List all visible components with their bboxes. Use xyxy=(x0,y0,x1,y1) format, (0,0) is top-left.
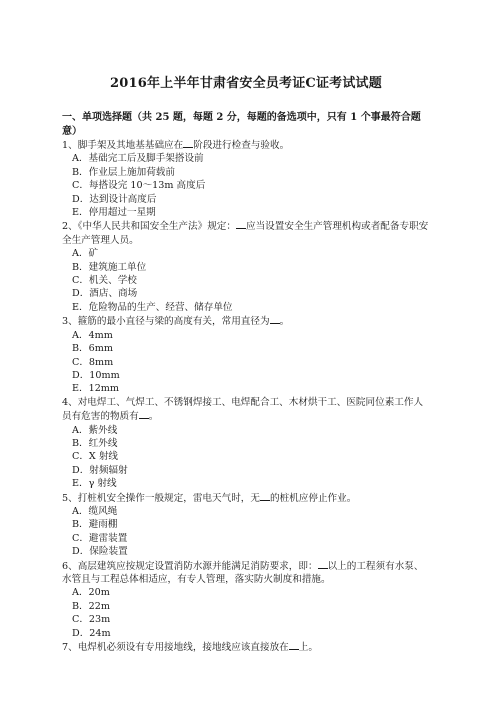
answer-option: B．作业层上施加荷载前 xyxy=(72,166,175,178)
question-item xyxy=(62,314,430,395)
answer-option: A．20m xyxy=(72,587,110,599)
answer-option: E．停用超过一星期 xyxy=(72,207,156,219)
answer-blank xyxy=(236,219,246,229)
answer-option: B．避雨棚 xyxy=(72,519,118,531)
question-list xyxy=(62,138,430,654)
answer-blank xyxy=(289,640,299,650)
question-stem xyxy=(62,640,430,654)
question-stem-text: 4、对电焊工、气焊工、不锈钢焊接工、电焊配合工、木材烘干工、医院同位素工作人员有危害的物质有 xyxy=(62,396,424,423)
answer-blank xyxy=(318,559,328,569)
answer-option: B．建筑施工单位 xyxy=(72,261,147,273)
answer-option: E．12mm xyxy=(72,383,119,395)
answer-option: C．避雷装置 xyxy=(72,532,128,544)
question-stem-text: 7、电焊机必须设有专用接地线，接地线应该直接放在 xyxy=(62,642,289,654)
question-stem-text: 以上的工程须有水泵、水管且与工程总体相适应，有专人管理，落实防火制度和措施。 xyxy=(62,560,424,585)
answer-option: D．射频辐射 xyxy=(72,464,128,476)
answer-option: D．保险装置 xyxy=(72,546,128,558)
question-stem xyxy=(62,314,430,328)
answer-option: E．危险物品的生产、经营、储存单位 xyxy=(72,301,233,313)
question-item xyxy=(62,640,430,654)
section-heading: 一、单项选择题（共 25 题，每题 2 分，每题的备选项中，只有 1 个事最符合题意） xyxy=(62,112,421,137)
answer-option: D．达到设计高度后 xyxy=(72,193,157,205)
question-item xyxy=(62,491,430,559)
answer-option: A．矿 xyxy=(72,248,99,260)
answer-blank xyxy=(183,138,193,148)
answer-blank xyxy=(139,409,149,419)
question-item xyxy=(62,219,430,314)
question-stem xyxy=(62,219,430,247)
question-stem-text: 上。 xyxy=(298,642,318,654)
answer-blank xyxy=(270,314,280,324)
answer-option: C．机关、学校 xyxy=(72,275,137,287)
answer-option: D．10mm xyxy=(72,369,120,381)
question-stem-text: 。 xyxy=(279,316,290,328)
question-stem-text: 的桩机应停止作业。 xyxy=(269,492,357,504)
answer-option: B．红外线 xyxy=(72,437,118,449)
answer-option: B．22m xyxy=(72,600,110,612)
answer-option: D．24m xyxy=(72,627,111,639)
answer-option: C．23m xyxy=(72,614,111,626)
answer-option: A．基础完工后及脚手架搭设前 xyxy=(72,153,204,165)
question-stem-text: 6、高层建筑应按规定设置消防水源并能满足消防要求，即： xyxy=(62,560,318,572)
document-title: 2016年上半年甘肃省安全员考证C证考试试题 xyxy=(110,76,382,91)
question-stem-text: 应当设置安全生产管理机构或者配备专职安全生产管理人员。 xyxy=(62,221,429,246)
answer-option: B．6mm xyxy=(72,343,113,355)
question-stem xyxy=(62,396,430,424)
answer-option: A．缆风绳 xyxy=(72,505,118,517)
question-stem-text: 1、脚手架及其地基基础应在 xyxy=(62,140,184,151)
question-stem-text: 3、箍筋的最小直径与梁的高度有关，常用直径为 xyxy=(62,316,270,328)
answer-option: C．8mm xyxy=(72,356,114,368)
question-stem-text: 阶段进行检查与验收。 xyxy=(193,140,290,151)
question-stem xyxy=(62,491,430,505)
answer-option: C．每搭设完 10～13m 高度后 xyxy=(72,180,206,192)
answer-option: D．酒店、商场 xyxy=(72,288,138,300)
answer-option: A．紫外线 xyxy=(72,424,118,436)
question-item xyxy=(62,559,430,640)
answer-option: C．X 射线 xyxy=(72,451,119,463)
question-stem xyxy=(62,138,430,152)
answer-blank xyxy=(260,491,270,501)
question-stem xyxy=(62,559,430,587)
answer-option: E．γ 射线 xyxy=(72,478,117,490)
question-item xyxy=(62,396,430,491)
question-stem-text: 2、《中华人民共和国安全生产法》规定： xyxy=(62,221,236,233)
question-stem-text: 。 xyxy=(148,411,159,423)
question-item xyxy=(62,138,430,219)
answer-option: A．4mm xyxy=(72,329,113,341)
question-stem-text: 5、打桩机安全操作一般规定，雷电天气时，无 xyxy=(62,492,260,504)
